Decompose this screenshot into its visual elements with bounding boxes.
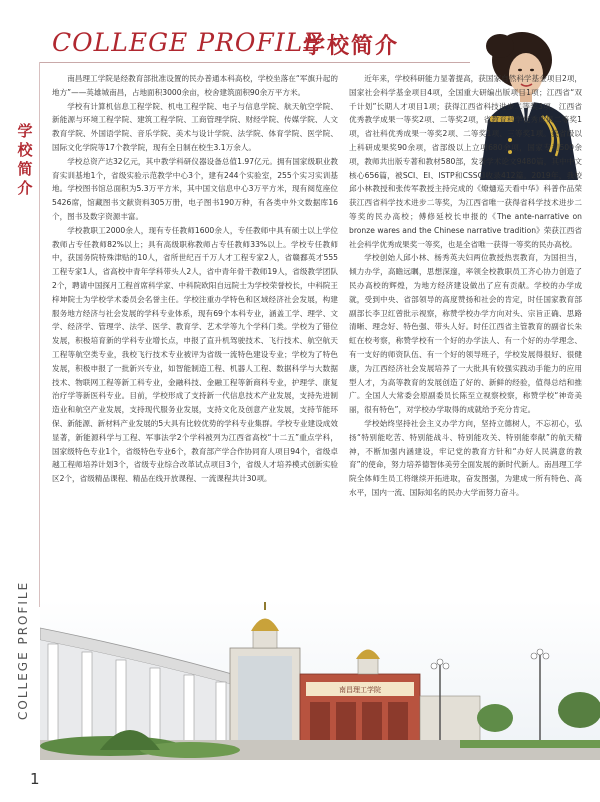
campus-gate-photo [40, 600, 600, 760]
paragraph: 南昌理工学院是经教育部批准设置的民办普通本科高校，学校坐落在“军旗升起的地方”——英雄城南昌，占地面积3000余亩，校舍建筑面积90余万平方米。 [52, 74, 338, 97]
paragraph: 学校有计算机信息工程学院、机电工程学院、电子与信息学院、航天航空学院、新能源与环境工程学院、建筑工程学院、工商管理学院、财经学院、传媒学院、人文教育学院、外国语学院、音乐学院、美术与设计学院、法学院、体育学院、医学院、国际文化学院等17个教学院，现有全日制在校生3.1万余人。 [52, 101, 338, 152]
paragraph: 近年来，学校科研能力显著提高，获国家自然科学基金项目2项，国家社会科学基金项目4项，全国重大研编出版项目1项；江西省“双千计划”长期人才项目1项；获得江西省科技进步二等奖3项，江西省优秀教学成果一等奖2项、二等奖2项，省教育科学优秀成果二等奖1项，省社科优秀成果一等奖2项、二等奖1项、三等奖1项。获省级以上科研成果奖90余项，省部级以上立项680余项，国家专利500余项，教师共出版专著和教材580部，发表学术论文9480篇，其中中文核心656篇，被SCI、EI、ISTP和CSSCI收录412篇。2019年，我校邱小林教授和张传军教授主持完成的《燎熥巡天看中华》科普作品荣获江西省科学技术进步二等奖，为江西省唯一获得省科学技术进步二等奖的民办高校；傅修延校长申报的《The ante-narrative on bronze wares and the Chinese narrative tradition》荣获江西省社会科学优秀成果奖一等奖，也是全省唯一获得一等奖的民办高校。 [349, 74, 582, 249]
paragraph: 学校始终坚持社会主义办学方向，坚持立德树人，不忘初心，弘扬“特别能吃苦、特别能战斗、特别能攻关、特别能奉献”的航天精神，不断加强内涵建设，牢记党的教育方针和“办好人民满意的教育”的使命，努力培养德智体美劳全面发展的新时代新人。南昌理工学院全体师生员工将继续开拓进取，奋发图强，为建成一所有特色、高水平，国内一流、国际知名的民办大学而努力奋斗。 [349, 418, 582, 497]
left-text-column [52, 72, 338, 486]
side-title-en: COLLEGE PROFILE [16, 580, 30, 720]
header-title-cn: 学校简介 [303, 34, 400, 59]
header-divider [40, 62, 470, 63]
paragraph: 学校创始人邱小林、杨秀英夫妇两位教授热衷教育，为国担当，倾力办学，高瞻远瞩，思想深邃，率领全校教职员工齐心协力创造了民办高校的辉煌，为地方经济建设做出了应有贡献。学校的办学成就，受到中央、省部领导的高度赞扬和社会的肯定，时任国家教育部副部长李卫红曾批示视察，称赞学校办学方向对头、宗旨正确、思路清晰、理念好、特色强、带头人好。时任江西省主管教育的副省长朱虹在校考察，称赞学校有一个好的办学法人、有一个好的办学理念、有一支好的师资队伍、有一个好的领导班子，学校发展得很好、很健康，为江西经济社会发展培养了一大批具有较强实践动手能力的应用型人才，为高等教育的发展创造了好的、新鲜的经验，值得总结和推广。全国人大常委会原副委员长陈至立视察校察，称赞学校“神奇美丽，很有特色”，对学校办学取得的成就给予充分肯定。 [349, 253, 582, 415]
gate-sign-text: 南昌理工学院 [339, 686, 381, 694]
page-number: 1 [30, 770, 40, 788]
paragraph: 学校总资产达32亿元，其中教学科研仪器设备总值1.97亿元。拥有国家级职业教育实训基地1个，省级实验示范教学中心3个，建有244个实验室，255个实习实训基地。学校图书馆总面积为5.3万平方米，其中国文信息中心3万平方米，现有阅览座位5426席，馆藏图书文献资料305万册，电子图书190万种，有各类中外文数据库16个，图书及数字资源丰富。 [52, 156, 338, 221]
side-title-cn: 学校简介 [17, 122, 33, 197]
side-divider [39, 62, 40, 607]
right-text-column [349, 72, 582, 500]
header-title-en: COLLEGE PROFILE [52, 28, 323, 57]
paragraph: 学校教职工2000余人，现有专任教师1600余人，专任教师中具有硕士以上学位教师占专任教师82%以上；具有高级职称教师占专任教师33%以上。学校专任教师中，获国务院特殊津贴的10人，省所世纪百千万人才工程专家2人，省赣鄱英才555工程专家1人，省高校中青年学科带头人2人，省中青年骨干教师19人，省级教学团队2个，聘请中国探月工程首席科学家、中科院欧阳自远院士为学校荣誉校长，中科院王梓坤院士为学校学术委员会名誉主任。学校注重办学特色和区域经济社会发展，构建服务地方经济与社会发展的学科专业体系，现有69个本科专业，涵盖工学、理学、文学、经济学、管理学、法学、医学、教育学、艺术学等九个学科门类。学校为了错位发展，积极培育新的学科专业增长点，申报了直升机驾驶技术、飞行技术、航空航天工程等航空类专业，我校飞行技术专业被评为省级一流特色建设专业；学校为了特色发展，积极申报了一批新兴专业，如智能制造工程、机器人工程、数据科学与大数据技术、物联网工程等新工科专业，金融科技、金融工程等新商科专业，护理学、康复治疗学等新医科专业。目前，学校形成了支持新一代信息技术产业发展，支持先进制造业和航空产业发展，支持现代服务业发展，支持文化及创意产业发展，支持节能环保、新能源、新材料产业发展的5大具有比较优势的学科专业集群。学校专业建设成效显著，新能源科学与工程、军事法学2个学科被列为江西省高校“十二五”重点学科，国家级特色专业1个，省级特色专业6个，教育部产学合作协同育人项目94个，省级卓越工程师培养计划3个，省级专业综合改革试点项目3个，省级人才培养模式创新实验区2个，省级精品课程、精品在线开放课程、一流课程共计30项。 [52, 225, 338, 484]
